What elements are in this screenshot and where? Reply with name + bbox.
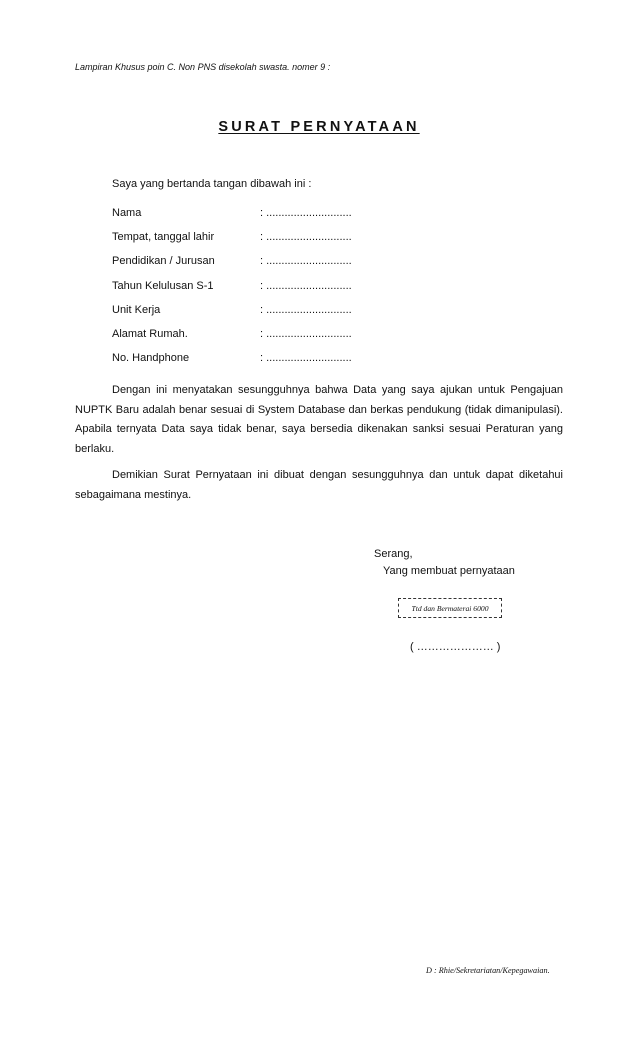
field-row-tempat-tanggal-lahir — [112, 231, 352, 255]
field-label: No. Handphone — [112, 352, 190, 365]
statement-paragraph — [75, 381, 563, 459]
field-label: Unit Kerja — [112, 303, 161, 316]
signature-place: Serang, — [374, 548, 413, 560]
identity-fields — [112, 207, 352, 376]
signature-name-placeholder: ( ………………… ) — [410, 641, 501, 653]
field-row-pendidikan — [112, 255, 352, 279]
field-row-unit-kerja — [112, 304, 352, 328]
field-label: Tahun Kelulusan S-1 — [112, 279, 214, 292]
field-row-nama — [112, 207, 352, 231]
field-label: Pendidikan / Jurusan — [112, 255, 215, 268]
signature-label: Yang membuat pernyataan — [383, 565, 515, 577]
field-value: : ............................ — [260, 327, 352, 340]
intro-text: Saya yang bertanda tangan dibawah ini : — [112, 178, 312, 190]
document-title: SURAT PERNYATAAN — [218, 119, 420, 135]
field-row-no-handphone — [112, 352, 352, 376]
statement-text: Dengan ini menyatakan sesungguhnya bahwa Data yang saya ajukan untuk Pengajuan NUPTK Baru adalah benar sesuai di System Database dan berkas pendukung (tidak dimanipulasi). Apabila ternyata Data saya tidak benar, saya bersedia dikenakan sanksi sesuai Peraturan yang berlaku. — [75, 384, 563, 455]
field-label: Alamat Rumah. — [112, 327, 188, 340]
field-label: Tempat, tanggal lahir — [112, 231, 215, 244]
header-note: Lampiran Khusus poin C. Non PNS disekolah swasta. nomer 9 : — [75, 62, 331, 72]
footer-note: D : Rhie/Sekretariatan/Kepegawaian. — [426, 966, 550, 975]
field-value: : ............................ — [260, 352, 352, 365]
field-label: Nama — [112, 207, 142, 219]
field-value: : ............................ — [260, 207, 352, 219]
field-value: : ............................ — [260, 231, 352, 244]
field-value: : ............................ — [260, 279, 352, 292]
stamp-text: Ttd dan Bermaterai 6000 — [411, 603, 489, 613]
stamp-box — [398, 598, 502, 618]
field-row-tahun-kelulusan — [112, 280, 352, 304]
field-value: : ............................ — [260, 255, 352, 268]
field-row-alamat-rumah — [112, 328, 352, 352]
closing-paragraph — [75, 466, 563, 505]
document-title-container — [0, 118, 638, 136]
field-value: : ............................ — [260, 303, 352, 316]
closing-text: Demikian Surat Pernyataan ini dibuat dengan sesungguhnya dan untuk dapat diketahui sebagaimana mestinya. — [75, 469, 563, 501]
